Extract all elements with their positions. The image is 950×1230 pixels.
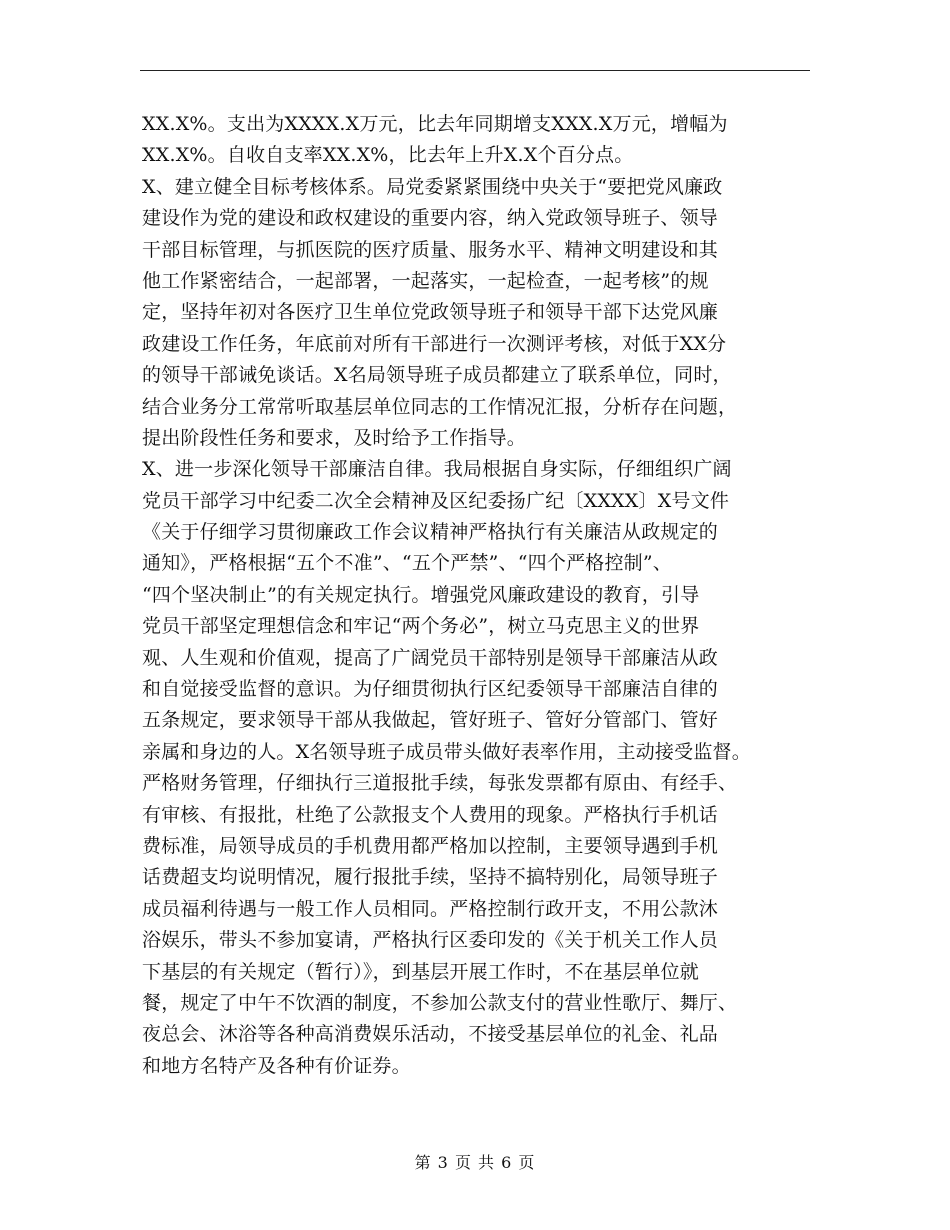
text-line: 五条规定，要求领导干部从我做起，管好班子、管好分管部门、管好 xyxy=(142,709,719,732)
text-line: 浴娱乐，带头不参加宴请，严格执行区委印发的《关于机关工作人员 xyxy=(142,929,719,952)
text-line: 党员干部坚定理想信念和牢记“两个务必”，树立马克思主义的世界 xyxy=(142,615,700,638)
text-line: 和自觉接受监督的意识。为仔细贯彻执行区纪委领导干部廉洁自律的 xyxy=(142,678,719,701)
text-line: 提出阶段性任务和要求，及时给予工作指导。 xyxy=(142,426,527,449)
text-line: 的领导干部诫免谈话。X名局领导班子成员都建立了联系单位，同时， xyxy=(142,364,732,387)
text-line: 党员干部学习中纪委二次全会精神及区纪委扬广纪〔XXXX〕X号文件 xyxy=(142,489,730,512)
header-rule xyxy=(140,70,810,71)
text-line: 成员福利待遇与一般工作人员相同。严格控制行政开支，不用公款沐 xyxy=(142,897,719,920)
page-number: 第 3 页 共 6 页 xyxy=(414,1153,536,1172)
text-line: 和地方名特产及各种有价证券。 xyxy=(142,1054,411,1077)
text-line: X、进一步深化领导干部廉洁自律。我局根据自身实际，仔细组织广阔 xyxy=(142,458,732,481)
text-line: 《关于仔细学习贯彻廉政工作会议精神严格执行有关廉洁从政规定的 xyxy=(142,521,719,544)
text-line: 政建设工作任务，年底前对所有干部进行一次测评考核，对低于XX分 xyxy=(142,332,727,355)
text-line: 他工作紧密结合，一起部署，一起落实，一起检查，一起考核”的规 xyxy=(142,269,709,292)
text-line: 干部目标管理，与抓医院的医疗质量、服务水平、精神文明建设和其 xyxy=(142,238,719,261)
text-line: 下基层的有关规定（暂行）》，到基层开展工作时，不在基层单位就 xyxy=(142,960,700,983)
text-line: 餐，规定了中午不饮酒的制度，不参加公款支付的营业性歌厅、舞厅、 xyxy=(142,991,738,1014)
text-line: X、建立健全目标考核体系。局党委紧紧围绕中央关于“要把党风廉政 xyxy=(142,175,723,198)
document-body xyxy=(142,109,812,1082)
text-line: XX.X%。支出为XXXX.X万元，比去年同期增支XXX.X万元，增幅为 xyxy=(142,113,728,135)
text-line: 夜总会、沐浴等各种高消费娱乐活动，不接受基层单位的礼金、礼品 xyxy=(142,1023,719,1046)
text-line: “四个坚决制止”的有关规定执行。增强党风廉政建设的教育，引导 xyxy=(142,583,700,606)
text-line: 观、人生观和价值观，提高了广阔党员干部特别是领导干部廉洁从政 xyxy=(142,646,719,669)
text-line: 建设作为党的建设和政权建设的重要内容，纳入党政领导班子、领导 xyxy=(142,207,719,230)
text-line: XX.X%。自收自支率XX.X%，比去年上升X.X个百分点。 xyxy=(142,144,634,167)
text-line: 话费超支均说明情况，履行报批手续，坚持不搞特别化，局领导班子 xyxy=(142,866,719,889)
text-line: 亲属和身边的人。X名领导班子成员带头做好表率作用，主动接受监督。 xyxy=(142,740,751,763)
text-line: 费标准，局领导成员的手机费用都严格加以控制，主要领导遇到手机 xyxy=(142,834,719,857)
text-line: 通知》，严格根据“五个不准”、“五个严禁”、“四个严格控制”、 xyxy=(142,552,672,575)
text-line: 定，坚持年初对各医疗卫生单位党政领导班子和领导干部下达党风廉 xyxy=(142,301,719,324)
text-line: 严格财务管理，仔细执行三道报批手续，每张发票都有原由、有经手、 xyxy=(142,772,738,795)
text-line: 有审核、有报批，杜绝了公款报支个人费用的现象。严格执行手机话 xyxy=(142,803,719,826)
text-line: 结合业务分工常常听取基层单位同志的工作情况汇报，分析存在问题， xyxy=(142,395,738,418)
